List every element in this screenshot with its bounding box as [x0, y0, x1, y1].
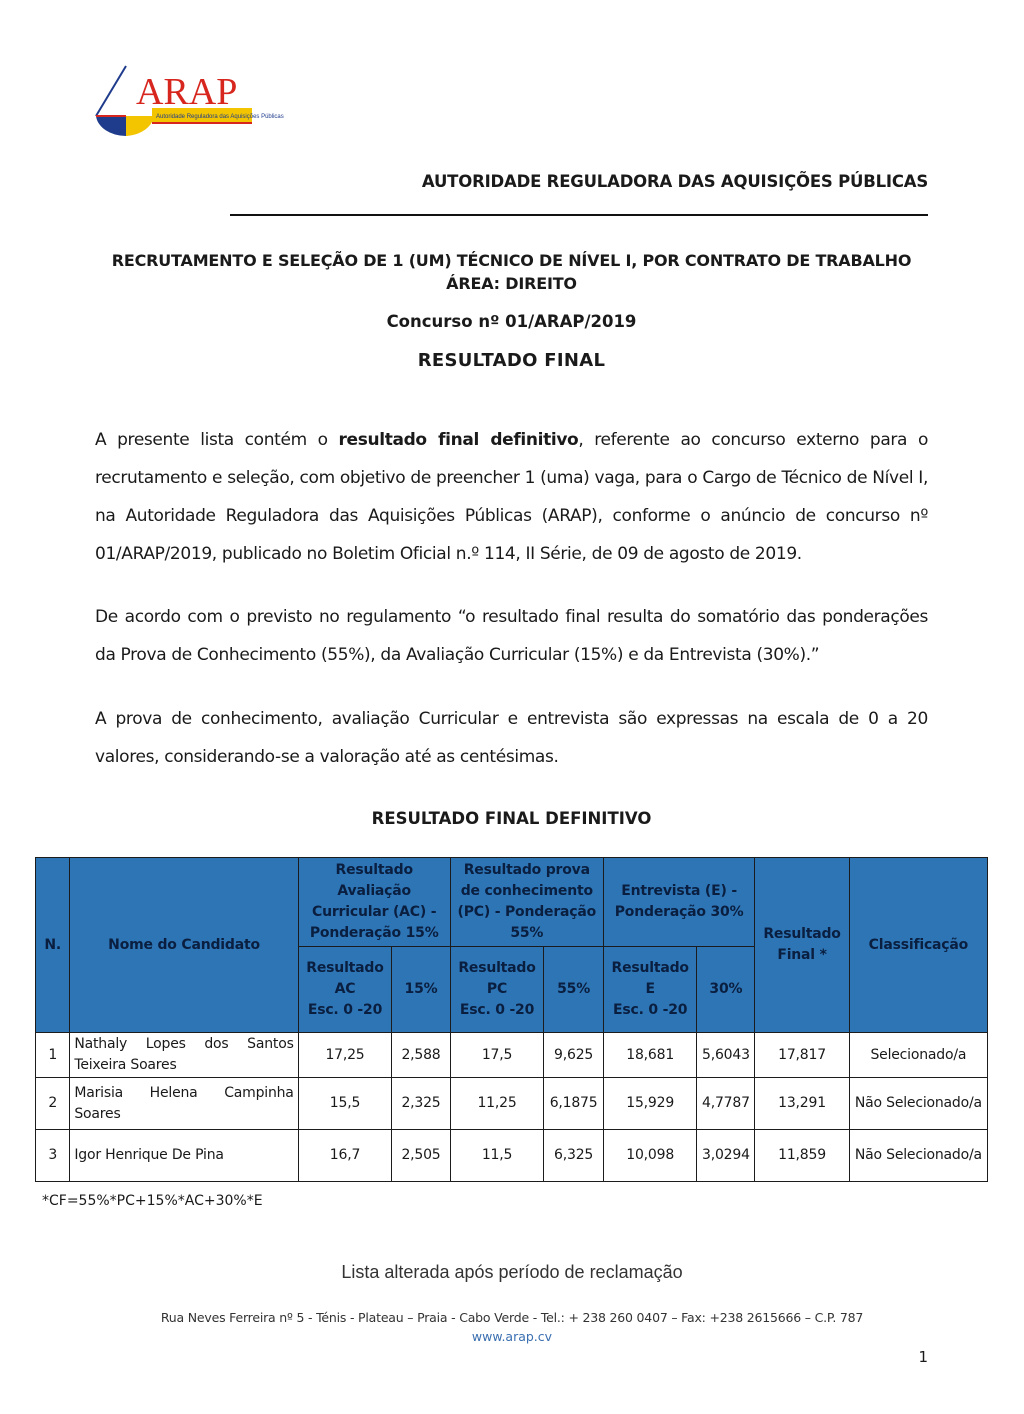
header-classification: Classificação: [849, 858, 987, 1033]
document-title: [95, 249, 928, 295]
formula-note: *CF=55%*PC+15%*AC+30%*E: [42, 1193, 263, 1209]
scale-paragraph: A prova de conhecimento, avaliação Curricular e entrevista são expressas na escala de 0 a 20 valores, considerando-se a valoração até as centésimas.: [95, 709, 928, 767]
cell-pc: 17,5: [450, 1033, 544, 1078]
page-number: 1: [918, 1348, 928, 1366]
cell-pc: 11,25: [450, 1078, 544, 1130]
intro-text-start: A presente lista contém o: [95, 430, 339, 450]
cell-candidate-name: Igor Henrique De Pina: [70, 1130, 298, 1182]
cell-number: 1: [36, 1033, 70, 1078]
footer-website-link[interactable]: www.arap.cv: [471, 1329, 553, 1344]
cell-e: 18,681: [603, 1033, 697, 1078]
results-table: [35, 857, 988, 1182]
footer-address: Rua Neves Ferreira nº 5 - Ténis - Plateau – Praia - Cabo Verde - Tel.: + 238 260 0407 – Fax: +238 2615666 – C.P. 787: [160, 1310, 864, 1325]
cell-ac-weighted: 2,588: [392, 1033, 450, 1078]
cell-ac: 15,5: [298, 1078, 392, 1130]
title-line-2: ÁREA: DIREITO: [446, 274, 577, 293]
cell-ac: 16,7: [298, 1130, 392, 1182]
cell-pc-weighted: 6,325: [544, 1130, 604, 1182]
cell-ac-weighted: 2,505: [392, 1130, 450, 1182]
contest-number: Concurso nº 01/ARAP/2019: [386, 312, 637, 331]
header-ac-weight: 15%: [392, 947, 450, 1033]
cell-candidate-name: Marisia Helena Campinha Soares: [70, 1078, 298, 1130]
cell-e-weighted: 5,6043: [697, 1033, 755, 1078]
header-e-weight: 30%: [697, 947, 755, 1033]
result-heading: RESULTADO FINAL: [417, 350, 606, 371]
header-ac-score: Resultado AC Esc. 0 -20: [298, 947, 392, 1033]
intro-text-bold: resultado final definitivo: [338, 430, 579, 450]
cell-number: 2: [36, 1078, 70, 1130]
cell-classification: Selecionado/a: [849, 1033, 987, 1078]
table-row: [36, 1078, 988, 1130]
cell-classification: Não Selecionado/a: [849, 1078, 987, 1130]
header-number: N.: [36, 858, 70, 1033]
logo-wordmark: ARAP: [136, 71, 238, 113]
header-divider: [230, 214, 928, 216]
cell-pc: 11,5: [450, 1130, 544, 1182]
header-e-score: Resultado E Esc. 0 -20: [603, 947, 697, 1033]
cell-e-weighted: 4,7787: [697, 1078, 755, 1130]
cell-final: 13,291: [755, 1078, 849, 1130]
cell-classification: Não Selecionado/a: [849, 1130, 987, 1182]
organization-name: AUTORIDADE REGULADORA DAS AQUISIÇÕES PÚBLICAS: [421, 172, 928, 191]
arap-logo: [92, 60, 284, 140]
header-final-result: Resultado Final *: [755, 858, 849, 1033]
cell-ac-weighted: 2,325: [392, 1078, 450, 1130]
cell-ac: 17,25: [298, 1033, 392, 1078]
intro-text-end: , referente ao concurso externo para o recrutamento e seleção, com objetivo de preencher 1 (uma) vaga, para o Cargo de Técnico de Nível I, na Autoridade Reguladora das Aquisições Públicas (ARAP), conforme o anúncio de concurso nº 01/ARAP/2019, publicado no Boletim Oficial n.º 114, II Série, de 09 de agosto de 2019.: [95, 430, 928, 564]
cell-e: 15,929: [603, 1078, 697, 1130]
cell-candidate-name: Nathaly Lopes dos Santos Teixeira Soares: [70, 1033, 298, 1078]
header-candidate-name: Nome do Candidato: [70, 858, 298, 1033]
cell-final: 11,859: [755, 1130, 849, 1182]
table-title: RESULTADO FINAL DEFINITIVO: [371, 809, 652, 828]
title-line-1: RECRUTAMENTO E SELEÇÃO DE 1 (UM) TÉCNICO DE NÍVEL I, POR CONTRATO DE TRABALHO: [111, 251, 912, 270]
cell-pc-weighted: 6,1875: [544, 1078, 604, 1130]
header-pc-weight: 55%: [544, 947, 604, 1033]
header-ac-group: Resultado Avaliação Curricular (AC) - Ponderação 15%: [298, 858, 450, 947]
cell-number: 3: [36, 1130, 70, 1182]
logo-tagline: Autoridade Reguladora das Aquisições Públicas: [156, 114, 284, 120]
cell-final: 17,817: [755, 1033, 849, 1078]
cell-e: 10,098: [603, 1130, 697, 1182]
amendment-note: Lista alterada após período de reclamação: [341, 1262, 683, 1282]
cell-e-weighted: 3,0294: [697, 1130, 755, 1182]
header-pc-group: Resultado prova de conhecimento (PC) - Ponderação 55%: [450, 858, 603, 947]
weighting-paragraph: De acordo com o previsto no regulamento “o resultado final resulta do somatório das ponderações da Prova de Conhecimento (55%), da Avaliação Curricular (15%) e da Entrevista (30%).”: [95, 607, 928, 665]
header-pc-score: Resultado PC Esc. 0 -20: [450, 947, 544, 1033]
header-e-group: Entrevista (E) - Ponderação 30%: [603, 858, 754, 947]
table-row: [36, 1033, 988, 1078]
cell-pc-weighted: 9,625: [544, 1033, 604, 1078]
table-row: [36, 1130, 988, 1182]
intro-paragraph: [95, 421, 928, 573]
